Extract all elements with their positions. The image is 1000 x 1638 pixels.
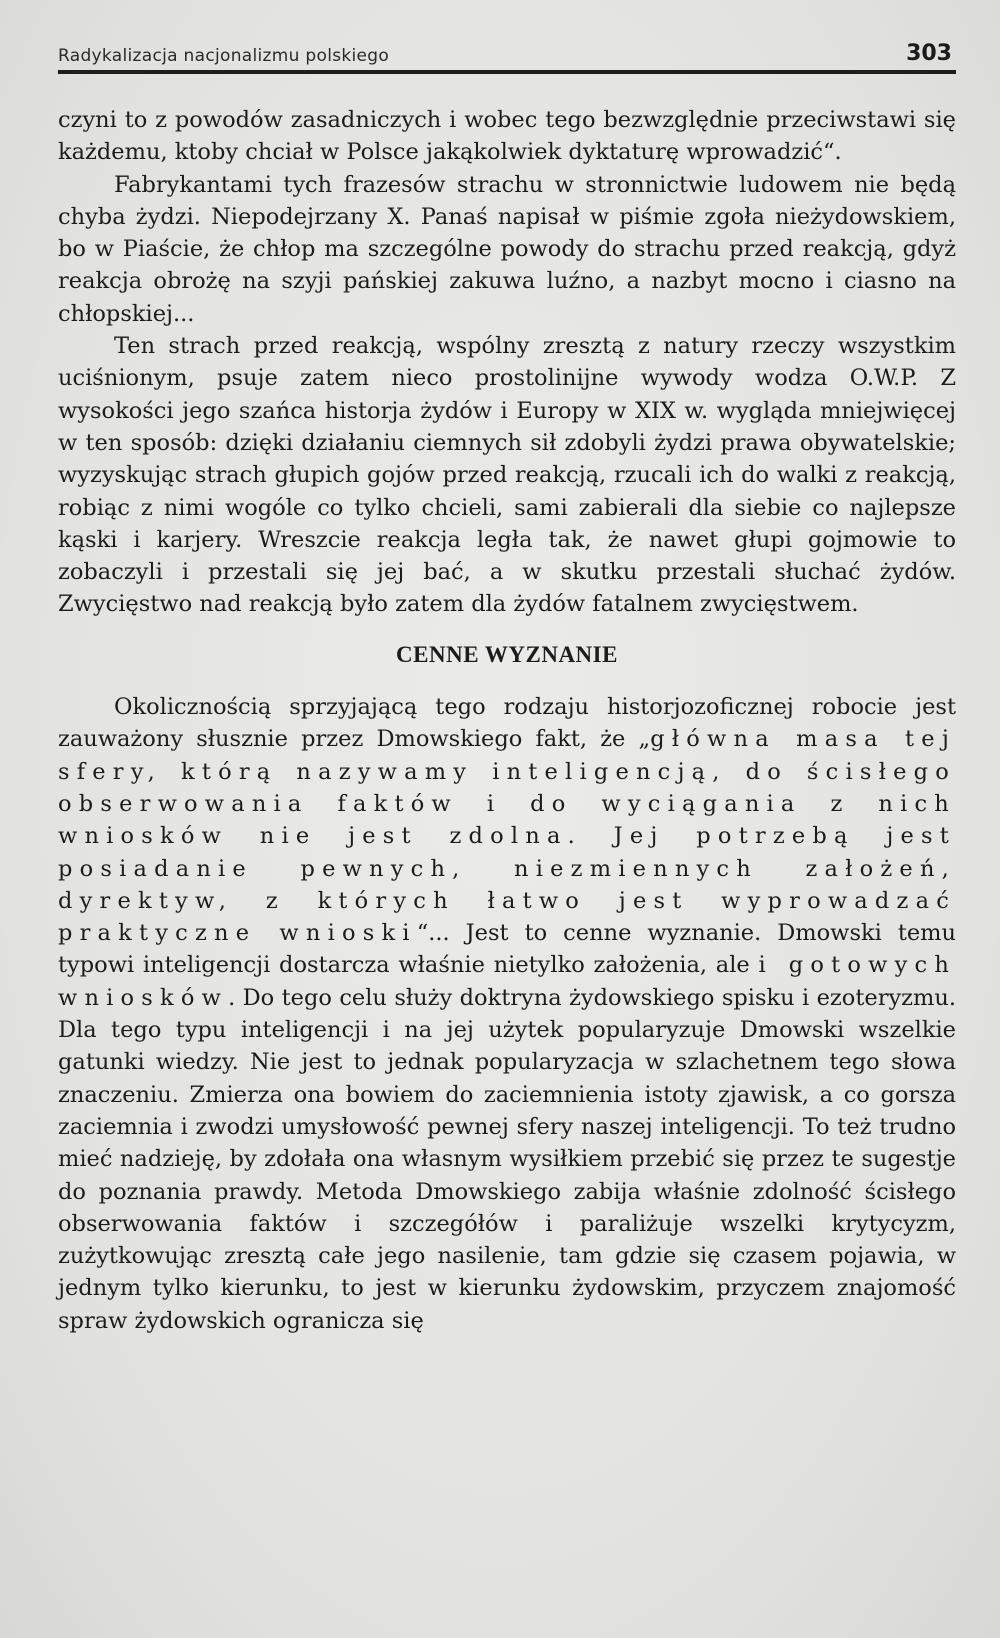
body-text	[58, 104, 956, 1337]
spaced-emphasis: i gotowych wniosków	[58, 952, 957, 1011]
header-rule	[58, 70, 956, 74]
paragraph-lead: Okolicznością sprzyjającą tego rodzaju historjozoficznej robocie jest zauważony słusznie przez Dmowskiego fakt, że „	[58, 694, 956, 753]
paragraph-after-quote: “... Jest to cenne wyznanie. Dmowski temu typowi inteligencji dostarcza właśnie nietylko założenia, ale	[58, 920, 957, 979]
running-title: Radykalizacja nacjonalizmu polskiego	[58, 46, 390, 66]
paragraph-continuation: czyni to z powodów zasadniczych i wobec tego bezwzględnie przeciwstawi się każdemu, ktoby chciał w Polsce jakąkolwiek dyktaturę wprowadzić“.	[58, 107, 956, 166]
paragraph: Ten strach przed reakcją, wspólny zresztą z natury rzeczy wszystkim uciśnionym, psuje zatem nieco prostolinijne wywody wodza O.W.P. Z wysokości jego szańca historja żydów i Europy w XIX w. wygląda mniejwięcej w ten sposób: dzięki działaniu ciemnych sił zdobyli żydzi prawa obywatelskie; wyzyskując strach głupich gojów przed reakcją, rzucali ich do walki z reakcją, robiąc z nimi wogóle co tylko chcieli, sami zabierali dla siebie co najlepsze kąski i karjery. Wreszcie reakcja legła tak, że nawet głupi gojmowie to zobaczyli i przestali się jej bać, a w skutku przestali słuchać żydów. Zwycięstwo nad reakcją było zatem dla żydów fatalnem zwycięstwem.	[58, 333, 956, 618]
section-heading: CENNE WYZNANIE	[396, 641, 618, 667]
page-header	[58, 36, 956, 66]
page-number: 303	[906, 41, 952, 66]
paragraph-tail: . Do tego celu służy doktryna żydowskiego spisku i ezoteryzmu. Dla tego typu inteligencji i na jej użytek popularyzuje Dmowski wszelkie gatunki wiedzy. Nie jest to jednak popularyzacja w szlachetnem tego słowa znaczeniu. Zmierza ona bowiem do zaciemnienia istoty zjawisk, a co gorsza zaciemnia i zwodzi umysłowość pewnej sfery naszej inteligencji. To też trudno mieć nadzieję, by zdołała ona własnym wysiłkiem przebić się przez te sugestje do poznania prawdy. Metoda Dmowskiego zabija właśnie zdolność ścisłego obserwowania faktów i szczegółów i paraliżuje wszelki krytycyzm, zużytkowując zresztą całe jego nasilenie, tam gdzie się czasem pojawia, w jednym tylko kierunku, to jest w kierunku żydowskim, przyczem znajomość spraw żydowskich ogranicza się	[58, 984, 956, 1334]
paragraph: Fabrykantami tych frazesów strachu w stronnictwie ludowem nie będą chyba żydzi. Niepodejrzany X. Panaś napisał w piśmie zgoła nieżydowskiem, bo w Piaście, że chłop ma szczególne powody do strachu przed reakcją, gdyż reakcja obrożę na szyji pańskiej zakuwa luźno, a nazbyt mocno i ciasno na chłopskiej...	[58, 171, 956, 327]
paragraph	[58, 691, 956, 1337]
spaced-quotation: główna masa tej sfery, którą nazywamy inteligencją, do ścisłego obserwowania faktów i do wyciągania z nich wniosków nie jest zdolna. Jej potrzebą jest posiadanie pewnych, niezmiennych założeń, dyrektyw, z których łatwo jest wyprowadzać praktyczne wnioski	[58, 726, 956, 947]
